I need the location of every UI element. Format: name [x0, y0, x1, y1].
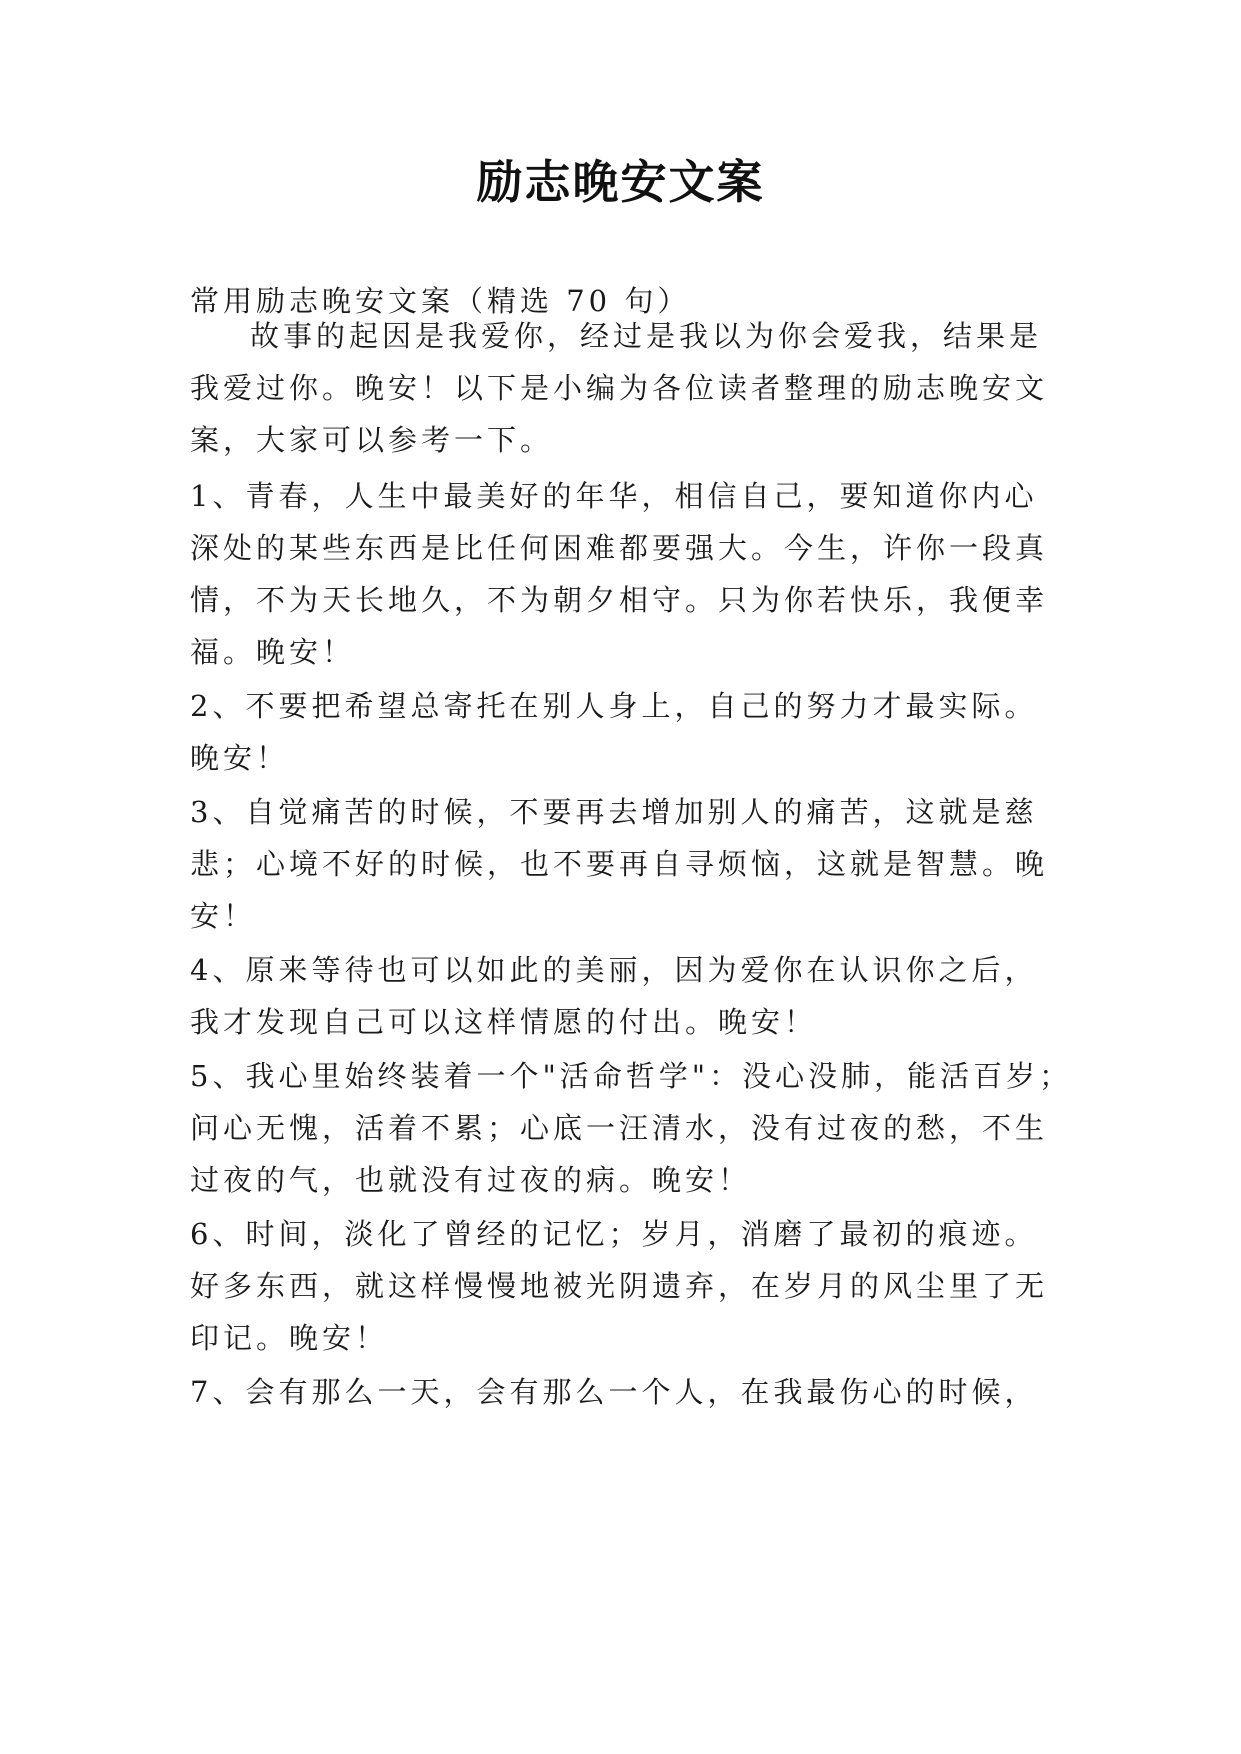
item-line: 福。晚安！ [190, 635, 356, 669]
item-line: 1、青春，人生中最美好的年华，相信自己，要知道你内心 [190, 479, 1038, 513]
item-line: 5、我心里始终装着一个"活命哲学"：没心没肺，能活百岁； [190, 1059, 1073, 1093]
item-line: 悲；心境不好的时候，也不要再自寻烦恼，这就是智慧。晚 [190, 847, 1049, 881]
subtitle-line: 常用励志晚安文案（精选 70 句） [190, 284, 691, 318]
item-line: 晚安！ [190, 741, 290, 775]
item-line: 6、时间，淡化了曾经的记忆；岁月，消磨了最初的痕迹。 [190, 1217, 1038, 1251]
item-line: 印记。晚安！ [190, 1321, 389, 1355]
item-line: 问心无愧，活着不累；心底一汪清水，没有过夜的愁，不生 [190, 1111, 1049, 1145]
item-line: 安！ [190, 899, 257, 933]
item-line: 我才发现自己可以这样情愿的付出。晚安！ [190, 1005, 818, 1039]
intro-line: 故事的起因是我爱你，经过是我以为你会爱我，结果是 [250, 319, 1043, 353]
item-line: 深处的某些东西是比任何困难都要强大。今生，许你一段真 [190, 531, 1049, 565]
intro-line: 我爱过你。晚安！以下是小编为各位读者整理的励志晚安文 [190, 371, 1049, 405]
item-line: 情，不为天长地久，不为朝夕相守。只为你若快乐，我便幸 [190, 583, 1049, 617]
document-title: 励志晚安文案 [476, 155, 765, 209]
item-line: 7、会有那么一天，会有那么一个人，在我最伤心的时候， [190, 1375, 1038, 1409]
item-line: 3、自觉痛苦的时候，不要再去增加别人的痛苦，这就是慈 [190, 795, 1038, 829]
item-line: 2、不要把希望总寄托在别人身上，自己的努力才最实际。 [190, 689, 1038, 723]
item-line: 过夜的气，也就没有过夜的病。晚安！ [190, 1163, 752, 1197]
intro-line: 案，大家可以参考一下。 [190, 423, 554, 457]
item-line: 好多东西，就这样慢慢地被光阴遗弃，在岁月的风尘里了无 [190, 1269, 1049, 1303]
item-line: 4、原来等待也可以如此的美丽，因为爱你在认识你之后， [190, 953, 1038, 987]
